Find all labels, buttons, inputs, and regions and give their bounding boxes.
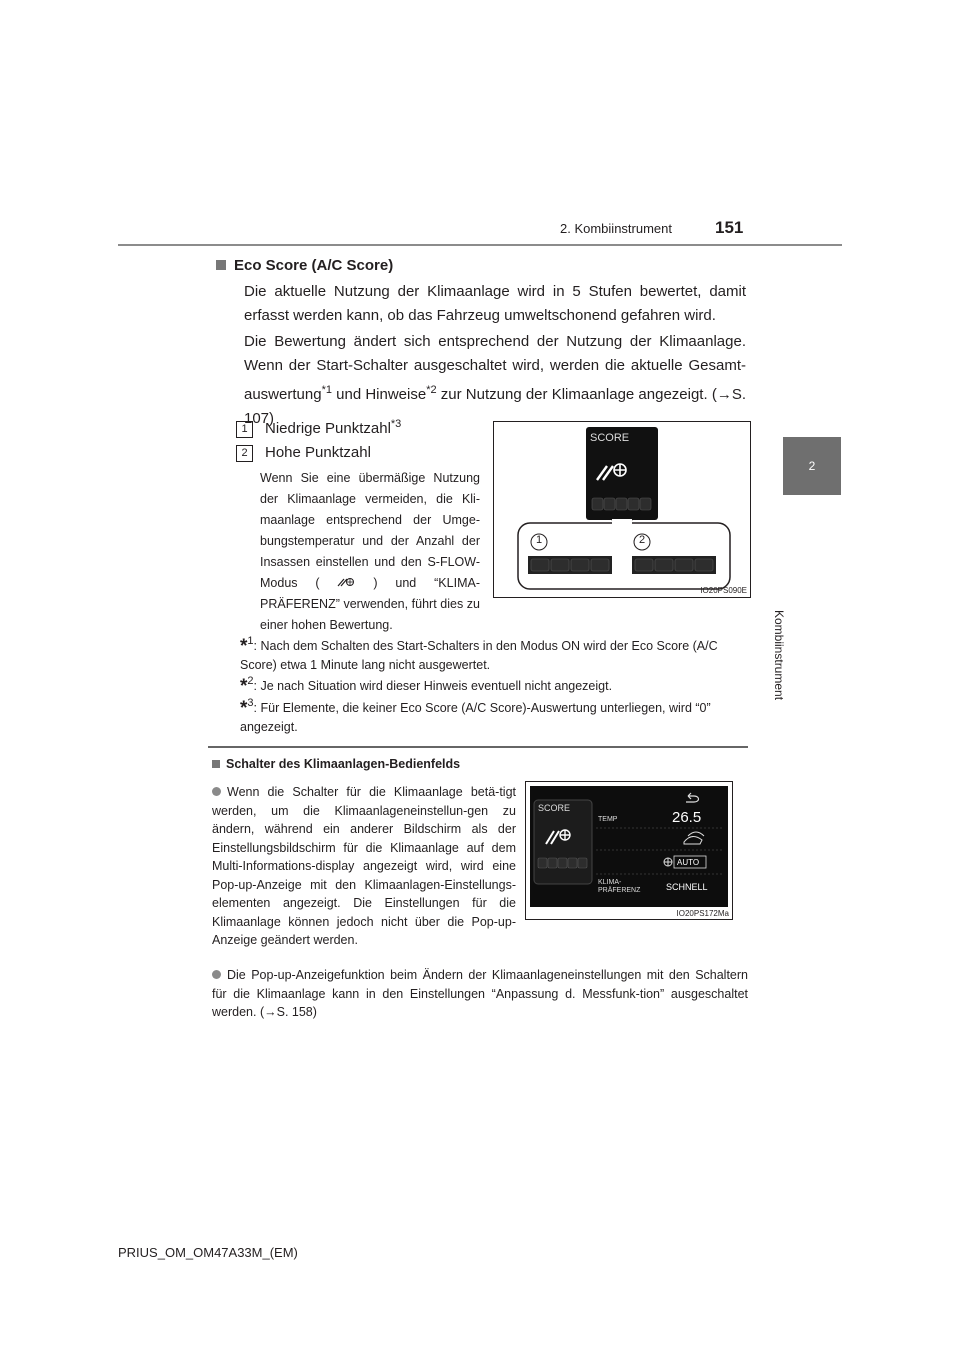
paragraph-eco-details [244,330,746,431]
superscript-2: *2 [426,384,437,396]
klima-label-line2: PRÄFERENZ [598,887,641,894]
auto-fan-icon [664,858,672,866]
footnote-text: : Je nach Situation wird dieser Hinweis eventuell nicht angezeigt. [253,679,613,693]
list-item-low-score [236,418,401,438]
footnote-text: : Nach dem Schalten des Start-Schalters in den Modus ON wird der Eco Score (A/C Score) etwa 1 Minute lang nicht ausgewertet. [240,639,718,672]
heading-square-icon [216,260,226,270]
callout-number-2: 2 [236,445,253,462]
temp-value: 26.5 [672,809,702,826]
paragraph-text-b: und Hinweise [331,386,427,403]
paragraph-text-a: Die Bewertung ändert sich entsprechend der Nutzung der Klimaanlage. Wenn der Start-Schalter ausgeschaltet wird, werden die aktuelle Gesamt-auswertung [244,333,746,403]
document-code: PRIUS_OM_OM47A33M_(EM) [118,1245,298,1260]
bullet-text: Die Pop-up-Anzeigefunktion beim Ändern der Klimaanlageneinstellungen mit den Schaltern für die Klimaanlage kann in den Einstellungen “Anpassung d. Messfunk-tion” ausgeschaltet werden. (→S. 158) [212,968,748,1019]
heading-text: Eco Score (A/C Score) [234,257,394,274]
note-text-b: ) und “KLIMA-PRÄFERENZ” verwenden, führt dies zu einer hohen Bewertung. [260,576,480,632]
footnote-star: * [240,676,248,697]
callout-label-2: 2 [638,534,646,546]
section-heading-ac-switches [212,757,460,771]
superscript-1: *1 [321,384,332,396]
section-heading-eco-score [216,257,393,274]
klima-praeferenz-label [598,879,640,895]
item-label: Hohe Punktzahl [265,444,371,461]
item-label: Niedrige Punktzahl [265,420,391,437]
footnote-star: * [240,636,248,657]
header-rule [118,244,842,246]
auto-label: AUTO [677,858,700,867]
temp-label: TEMP [598,816,618,823]
section-separator [208,746,748,748]
note-text-a: Wenn Sie eine übermäßige Nutzung der Klimaanlage vermeiden, die Kli-maanlage entsprechend der Umge-bungstemperatur und der Anzahl der Insassen einstellen und den S-FLOW-Modus ( [260,471,480,590]
chapter-tab: 2 [783,437,841,495]
bullet-dot-icon [212,787,221,796]
callout-number-1: 1 [236,421,253,438]
bullet-popup-setting [212,966,748,1022]
footnote-num: 2 [247,675,254,687]
footnote-num: 1 [247,635,254,647]
heading-square-icon [212,760,220,768]
heading-text: Schalter des Klimaanlagen-Bedienfelds [226,757,461,771]
footnote-text: : Für Elemente, die keiner Eco Score (A/C Score)-Auswertung unterliegen, wird “0” angezeigt. [240,701,711,734]
bullet-text: Wenn die Schalter für die Klimaanlage betä-tigt werden, um die Klimaanlageneinstellun-gen zu ändern, während ein anderer Bildschirm als der Einstellungsbildschirm für die Klimaanlage auf dem Multi-Informations-display angezeigt wird, wird eine Pop-up-Anzeige mit den Klimaanlagen-Einstellungs-elementen angezeigt. Die Einstellungen für die Klimaanlage können jedoch nicht über die Pop-up-Anzeige geändert werden. [212,785,516,947]
klima-label-line1: KLIMA- [598,879,622,886]
figure-caption: IO20PS090E [700,586,747,595]
superscript-3: *3 [390,418,402,430]
bullet-dot-icon [212,970,221,979]
figure-eco-score [493,421,751,598]
footnote-num: 3 [247,697,254,709]
paragraph-text-c: zur Nutzung der Klimaanlage angezeigt. (→S. 107) [244,386,746,427]
footnote-2 [240,672,746,696]
figure-ac-popup [525,781,733,920]
note-high-score-tips [260,468,480,636]
screen-title: SCORE [590,432,630,444]
header-section-title: 2. Kombiinstrument [560,221,672,236]
footnote-3 [240,694,746,736]
screen-score-bar [592,498,651,510]
page-number: 151 [715,218,744,237]
schnell-label: SCHNELL [666,882,708,892]
callout-label-1: 1 [535,534,543,546]
popup-score-bar [538,858,587,868]
footnote-1 [240,632,746,674]
popup-score-title: SCORE [538,803,571,813]
figure-eco-score-drawing [494,422,750,597]
list-item-high-score [236,444,371,462]
s-flow-icon [337,576,355,588]
figure-caption: IO20PS172Ma [676,909,729,918]
footnote-star: * [240,698,248,719]
paragraph-eco-intro: Die aktuelle Nutzung der Klimaanlage wird in 5 Stufen bewertet, damit erfasst werden kann, ob das Fahrzeug umweltschonend gefahren wird. [244,283,746,324]
chapter-tab-label: Kombiinstrument [772,610,786,701]
bullet-popup-display [212,783,516,950]
